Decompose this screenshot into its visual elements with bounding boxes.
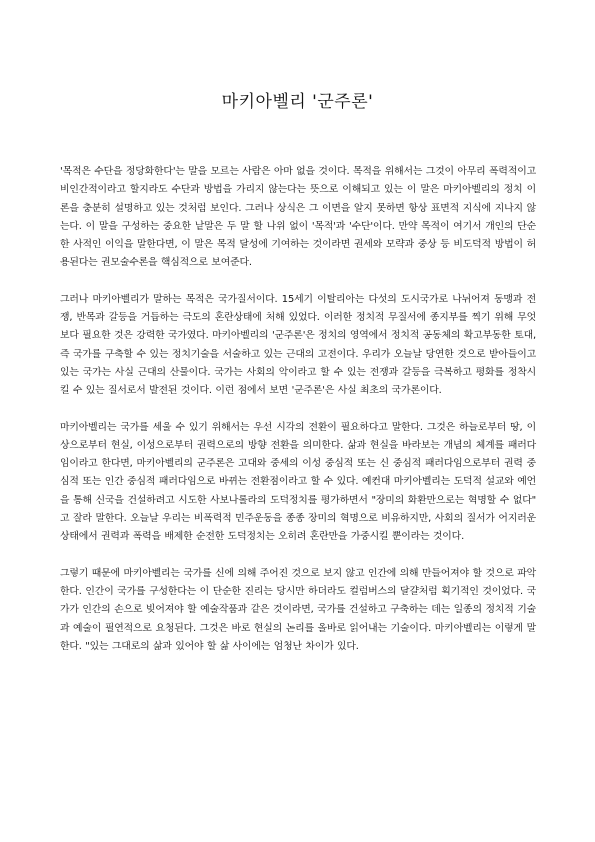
document-title: 마키아벨리 '군주론' [221,92,374,112]
paragraph-4: 그렇기 때문에 마키아벨리는 국가를 신에 의해 주어진 것으로 보지 않고 인간에 의해 만들어져야 할 것으로 파악한다. 인간이 국가를 구성한다는 이 단순한 진리는 당시만 하더라도 컬럼버스의 달걀처럼 획기적인 것이었다. 국가가 인간의 손으로 빚어져야 할 예술작품과 같은 것이라면, 국가를 건설하고 구축하는 데는 일종의 정치적 기술과 예술이 필연적으로 요청된다. 그것은 바로 현실의 논리를 올바로 읽어내는 기술이다. 마키아벨리는 이렇게 말한다. "있는 그대로의 삶과 있어야 할 삶 사이에는 엄청난 차이가 있다. [60,567,536,652]
paragraph-2: 그러나 마키아벨리가 말하는 목적은 국가질서이다. 15세기 이탈리아는 다섯의 도시국가로 나뉘어져 동맹과 전쟁, 반목과 갈등을 거듭하는 극도의 혼란상태에 처해 있었다. 이러한 정치적 무질서에 종지부를 찍기 위해 무엇보다 필요한 것은 강력한 국가였다. 마키아벨리의 '군주론'은 정치의 영역에서 정치적 공동체의 확고부동한 토대, 즉 국가를 구축할 수 있는 정치기술을 서술하고 있는 근대의 고전이다. 우리가 오늘날 당연한 것으로 받아들이고 있는 국가는 사실 근대의 산물이다. 국가는 사회의 악이라고 할 수 있는 전쟁과 갈등을 극복하고 평화를 정착시킬 수 있는 질서로서 발전된 것이다. 이런 점에서 보면 '군주론'은 사실 최초의 국가론이다. [60,293,536,397]
document-body [60,163,536,674]
paragraph-3: 마키아벨리는 국가를 세울 수 있기 위해서는 우선 시각의 전환이 필요하다고 말한다. 그것은 하늘로부터 땅, 이상으로부터 현실, 이성으로부터 권력으로의 방향 전환을 의미한다. 삶과 현실을 바라보는 개념의 체계를 패러다임이라고 한다면, 마키아벨리의 군주론은 고대와 중세의 이성 중심적 또는 신 중심적 패러다임으로부터 권력 중심적 또는 인간 중심적 패러다임으로 바뀌는 전환점이라고 할 수 있다. 예컨대 마키아벨리는 도덕적 설교와 예언을 통해 신국을 건설하려고 시도한 사보나롤라의 도덕정치를 평가하면서 "장미의 화환만으로는 혁명할 수 없다" 고 잘라 말한다. 오늘날 우리는 비폭력적 민주운동을 종종 장미의 혁명으로 비유하지만, 사회의 질서가 어지러운 상태에서 권력과 폭력을 배제한 순전한 도덕정치는 오히려 혼란만을 가중시킬 뿐이라는 것이다. [60,421,536,543]
paragraph-1: '목적은 수단을 정당화한다'는 말을 모르는 사람은 아마 없을 것이다. 목적을 위해서는 그것이 아무리 폭력적이고 비인간적이라고 할지라도 수단과 방법을 가리지 않는다는 뜻으로 이해되고 있는 이 말은 마키아벨리의 정치 이론을 충분히 설명하고 있는 것처럼 보인다. 그러나 상식은 그 이면을 알지 못하면 항상 표면적 지식에 지나지 않는다. 이 말을 구성하는 중요한 낱말은 두 말 할 나위 없이 '목적'과 '수단'이다. 만약 목적이 여기서 개인의 단순한 사적인 이익을 말한다면, 이 말은 목적 달성에 기여하는 것이라면 권세와 모략과 중상 등 비도덕적 방법이 허용된다는 권모술수론을 핵심적으로 보여준다. [60,166,536,269]
